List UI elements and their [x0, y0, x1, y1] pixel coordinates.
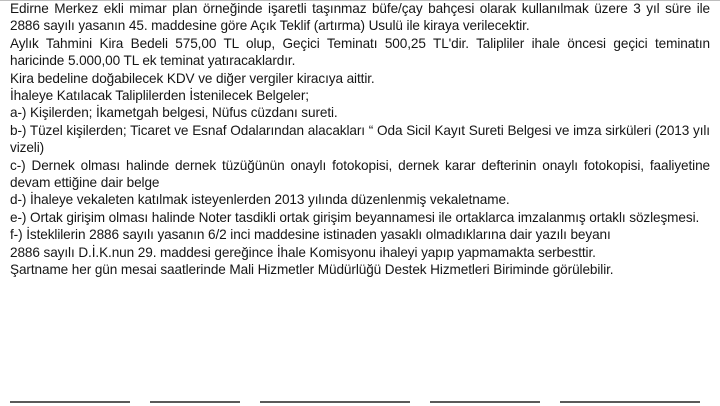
requirement-item-b: b-) Tüzel kişilerden; Ticaret ve Esnaf Odalarından alacakları “ Oda Sicil Kayıt Sureti Belgesi ve imza sirküleri (2013 yılı vizeli) [10, 122, 710, 156]
specifications-paragraph: Şartname her gün mesai saatlerinde Mali Hizmetler Müdürlüğü Destek Hizmetleri Biriminde görülebilir. [10, 262, 614, 278]
requirement-item-e: e-) Ortak girişim olması halinde Noter tasdikli ortak girişim beyannamesi ile ortaklarca imzalanmış ortaklı sözleşmesi. [10, 209, 700, 225]
requirement-item-d: d-) İhaleye vekaleten katılmak isteyenlerden 2013 yılında düzenlenmiş vekaletname. [10, 192, 510, 208]
commission-paragraph: 2886 sayılı D.İ.K.nun 29. maddesi gereğince İhale Komisyonu ihaleyi yapıp yapmamakta serbesttir. [10, 244, 596, 260]
requirement-item-f: f-) İsteklilerin 2886 sayılı yasanın 6/2 inci maddesine istinaden yasaklı olmadıklarına dair yazılı beyanı [10, 227, 611, 243]
requirement-item-a: a-) Kişilerden; İkametgah belgesi, Nüfus cüzdanı sureti. [10, 105, 338, 121]
rent-paragraph: Aylık Tahmini Kira Bedeli 575,00 TL olup, Geçici Teminatı 500,25 TL'dir. Talipliler ihale öncesi geçici teminatın haricinde 5.000,00 TL ek teminat yatıracaklardır. [10, 35, 710, 69]
requirement-item-c: c-) Dernek olması halinde dernek tüzüğünün onaylı fotokopisi, dernek karar defterinin onaylı fotokopisi, faaliyetine devam ettiğine dair belge [10, 157, 710, 191]
documents-heading: İhaleye Katılacak Taliplilerden İstenilecek Belgeler; [10, 88, 309, 104]
vat-paragraph: Kira bedeline doğabilecek KDV ve diğer vergiler kiracıya aittir. [10, 70, 375, 86]
intro-paragraph: Edirne Merkez ekli mimar plan örneğinde işaretli taşınmaz büfe/çay bahçesi olarak kullanılmak üzere 3 yıl süre ile 2886 sayılı yasanın 45. maddesine göre Açık Teklif (artırma) Usulü ile kiraya verilecektir. [10, 1, 710, 34]
tender-notice-text [10, 0, 710, 279]
cropped-next-line [0, 397, 720, 406]
